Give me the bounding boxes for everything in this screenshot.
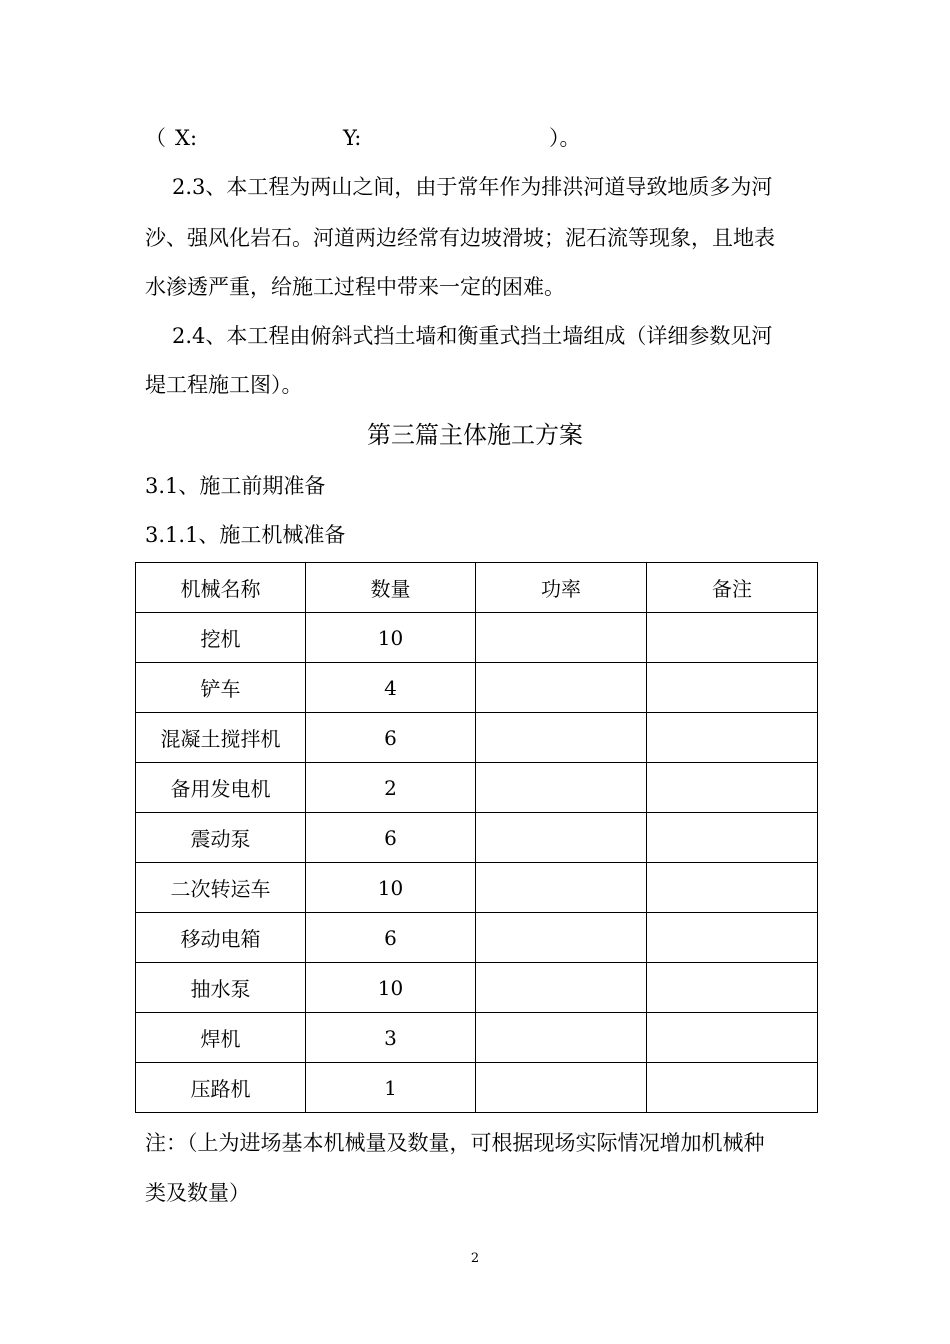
quantity-cell: 6 [306, 913, 476, 963]
machine-name-cell: 备用发电机 [136, 763, 306, 813]
paragraph-2-3-line-3: 水渗透严重，给施工过程中带来一定的困难。 [145, 275, 565, 299]
table-row [136, 613, 818, 663]
table-row [136, 713, 818, 763]
header-machine-name: 机械名称 [136, 563, 306, 613]
note-line-2: 类及数量） [145, 1181, 250, 1205]
machine-name-cell: 压路机 [136, 1063, 306, 1113]
note-line-1: 注：（上为进场基本机械量及数量，可根据现场实际情况增加机械种 [145, 1131, 765, 1155]
machine-name-cell: 混凝土搅拌机 [136, 713, 306, 763]
coord-open-bracket: （ [145, 126, 166, 150]
table-row [136, 1013, 818, 1063]
table-row [136, 913, 818, 963]
table-row [136, 863, 818, 913]
quantity-cell: 10 [306, 863, 476, 913]
remarks-cell [647, 1063, 818, 1113]
table-row [136, 663, 818, 713]
table-row [136, 763, 818, 813]
power-cell [476, 1063, 647, 1113]
machine-name-cell: 抽水泵 [136, 963, 306, 1013]
power-cell [476, 913, 647, 963]
paragraph-2-3-line-2: 沙、强风化岩石。河道两边经常有边坡滑坡；泥石流等现象，且地表 [145, 226, 775, 250]
machine-name-cell: 挖机 [136, 613, 306, 663]
power-cell [476, 763, 647, 813]
table-row [136, 1063, 818, 1113]
paragraph-2-4-line-1: 2.4、本工程由俯斜式挡土墙和衡重式挡土墙组成（详细参数见河 [172, 324, 773, 348]
paragraph-2-4-line-2: 堤工程施工图）。 [145, 373, 303, 397]
section-3-1-title: 3.1、施工前期准备 [145, 474, 326, 498]
section-3-1-1-title: 3.1.1、施工机械准备 [145, 523, 346, 547]
machine-name-cell: 二次转运车 [136, 863, 306, 913]
coord-close-bracket: ）。 [549, 126, 581, 150]
remarks-cell [647, 813, 818, 863]
machine-name-cell: 移动电箱 [136, 913, 306, 963]
quantity-cell: 10 [306, 613, 476, 663]
remarks-cell [647, 913, 818, 963]
machine-name-cell: 铲车 [136, 663, 306, 713]
page-number: 2 [470, 1251, 480, 1266]
remarks-cell [647, 763, 818, 813]
machinery-table [135, 562, 818, 1113]
header-remarks: 备注 [647, 563, 818, 613]
remarks-cell [647, 713, 818, 763]
header-power: 功率 [476, 563, 647, 613]
quantity-cell: 6 [306, 713, 476, 763]
table-row [136, 813, 818, 863]
power-cell [476, 713, 647, 763]
quantity-cell: 1 [306, 1063, 476, 1113]
power-cell [476, 963, 647, 1013]
coord-y-label: Y: [343, 126, 362, 150]
quantity-cell: 10 [306, 963, 476, 1013]
power-cell [476, 813, 647, 863]
power-cell [476, 613, 647, 663]
power-cell [476, 863, 647, 913]
power-cell [476, 1013, 647, 1063]
remarks-cell [647, 863, 818, 913]
header-quantity: 数量 [306, 563, 476, 613]
quantity-cell: 4 [306, 663, 476, 713]
machine-name-cell: 震动泵 [136, 813, 306, 863]
quantity-cell: 3 [306, 1013, 476, 1063]
remarks-cell [647, 963, 818, 1013]
machine-name-cell: 焊机 [136, 1013, 306, 1063]
coord-x-label: X: [175, 126, 198, 150]
remarks-cell [647, 613, 818, 663]
table-header-row [136, 563, 818, 613]
chapter-heading: 第三篇主体施工方案 [367, 421, 583, 449]
paragraph-2-3-line-1: 2.3、本工程为两山之间，由于常年作为排洪河道导致地质多为河 [172, 175, 773, 199]
remarks-cell [647, 1013, 818, 1063]
quantity-cell: 6 [306, 813, 476, 863]
quantity-cell: 2 [306, 763, 476, 813]
table-row [136, 963, 818, 1013]
power-cell [476, 663, 647, 713]
remarks-cell [647, 663, 818, 713]
